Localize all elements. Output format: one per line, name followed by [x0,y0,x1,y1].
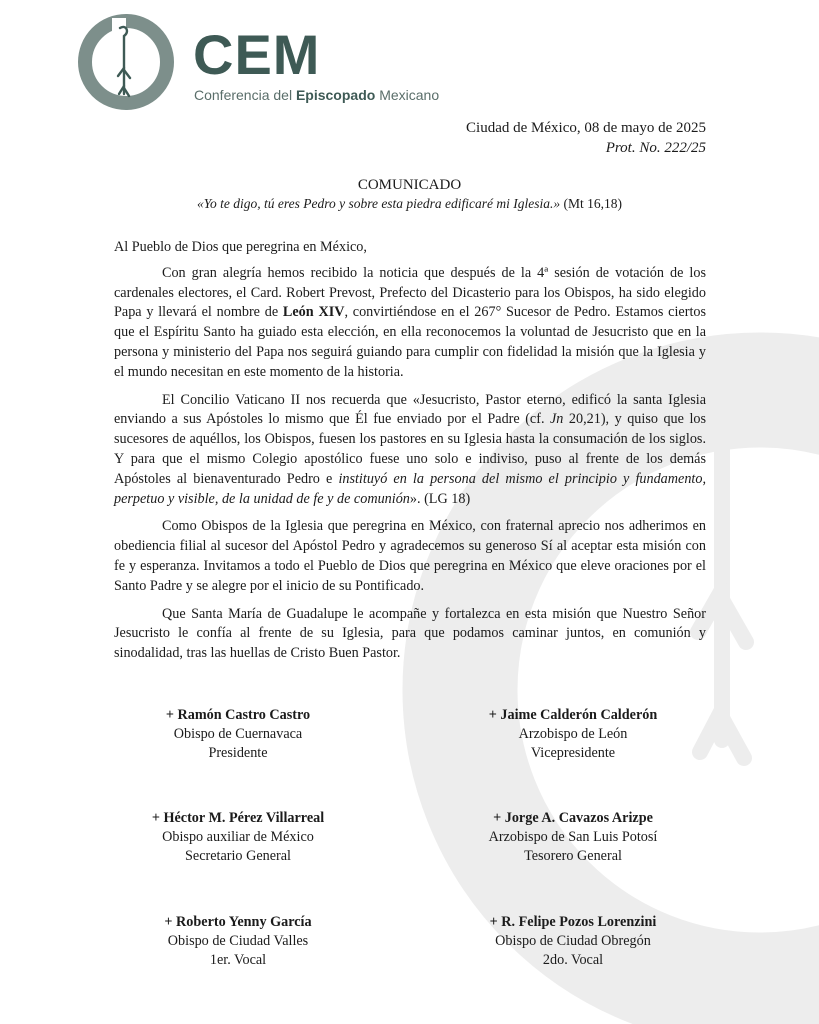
signatory-role: Tesorero General [524,848,622,864]
epigraph-text: «Yo te digo, tú eres Pedro y sobre esta piedra edificaré mi Iglesia.» [196,196,561,211]
signatory-name: + Ramón Castro Castro [165,707,311,723]
logo-fullname: Conferencia del Episcopado Mexicano [194,87,440,103]
signatory [108,913,368,970]
signatory-role: Presidente [208,745,268,761]
logo-acronym: CEM [193,23,321,86]
signatory-name: + Roberto Yenny García [164,914,312,930]
signatory-office: Obispo de Ciudad Valles [167,933,309,949]
signatory [108,706,368,763]
cem-emblem-icon [76,12,180,112]
signatory-office: Obispo de Cuernavaca [173,726,303,742]
signatory-role: 1er. Vocal [209,952,267,968]
signatory [108,809,368,866]
signatory [443,913,703,970]
signatory [443,706,703,763]
signatory [443,809,703,866]
letter-date: Ciudad de México, 08 de mayo de 2025 [466,120,706,136]
epigraph-citation: (Mt 16,18) [560,196,623,211]
letter-body [114,238,706,672]
cem-logo [76,12,456,112]
signatory-role: Vicepresidente [530,745,616,761]
protocol-number: Prot. No. 222/25 [605,140,706,156]
signatory-name: + Jaime Calderón Calderón [488,707,658,723]
paragraph-2: El Concilio Vaticano II nos recuerda que «Jesucristo, Pastor eterno, edificó la santa Iglesia enviando a sus Apóstoles lo mismo que Él fue enviado por el Padre (cf. Jn 20,21), y quiso que los sucesores de aquéllos, los Obispos, fuesen los pastores en su Iglesia hasta la consumación de los siglos. Y para que el mismo Colegio apostólico fuese uno solo e indiviso, puso al frente de los demás Apóstoles al bienaventurado Pedro e instituyó en la persona del mismo el principio y fundamento, perpetuo y visible, de la unidad de fe y de comunión». (LG 18) [114,391,706,507]
letter-meta [466,118,706,158]
signatory-office: Arzobispo de León [518,726,628,742]
signatory-office: Arzobispo de San Luis Potosí [488,829,658,845]
paragraph-1: Con gran alegría hemos recibido la noticia que después de la 4ª sesión de votación de los cardenales electores, el Card. Robert Prevost, Prefecto del Dicasterio para los Obispos, ha sido elegido Papa y llevará el nombre de León XIV, convirtiéndose en el 267° Sucesor de Pedro. Estamos ciertos que el Espíritu Santo ha guiado esta elección, en ella reconocemos la voluntad de Jesucristo que en la persona y ministerio del Papa nos seguirá guiando para cumplir con fidelidad la misión que la Iglesia y el mundo necesitan en este momento de la historia. [114,264,706,380]
signatory-office: Obispo de Ciudad Obregón [495,933,651,949]
paragraph-3: Como Obispos de la Iglesia que peregrina en México, con fraternal aprecio nos adherimos en obediencia filial al sucesor del Apóstol Pedro y agradecemos su generoso Sí al aceptar esta misión con fe y esperanza. Invitamos a todo el Pueblo de Dios que peregrina en México que eleve oraciones por el Santo Padre y se alegre por el inicio de su Pontificado. [114,518,706,594]
document-title: COMUNICADO [357,177,462,193]
signatory-office: Obispo auxiliar de México [162,829,314,845]
signatory-role: 2do. Vocal [542,952,604,968]
greeting: Al Pueblo de Dios que peregrina en México, [114,239,367,255]
signatory-role: Secretario General [185,848,291,864]
epigraph [0,195,819,213]
paragraph-4: Que Santa María de Guadalupe le acompañe y fortalezca en esta misión que Nuestro Señor Jesucristo le confía al frente de su Iglesia, para que podamos caminar juntos, en comunión y sinodalidad, tras las huellas de Cristo Buen Pastor. [114,605,706,662]
signatory-name: + R. Felipe Pozos Lorenzini [489,914,657,930]
signatory-name: + Jorge A. Cavazos Arizpe [493,810,653,826]
signatory-name: + Héctor M. Pérez Villarreal [151,810,325,826]
